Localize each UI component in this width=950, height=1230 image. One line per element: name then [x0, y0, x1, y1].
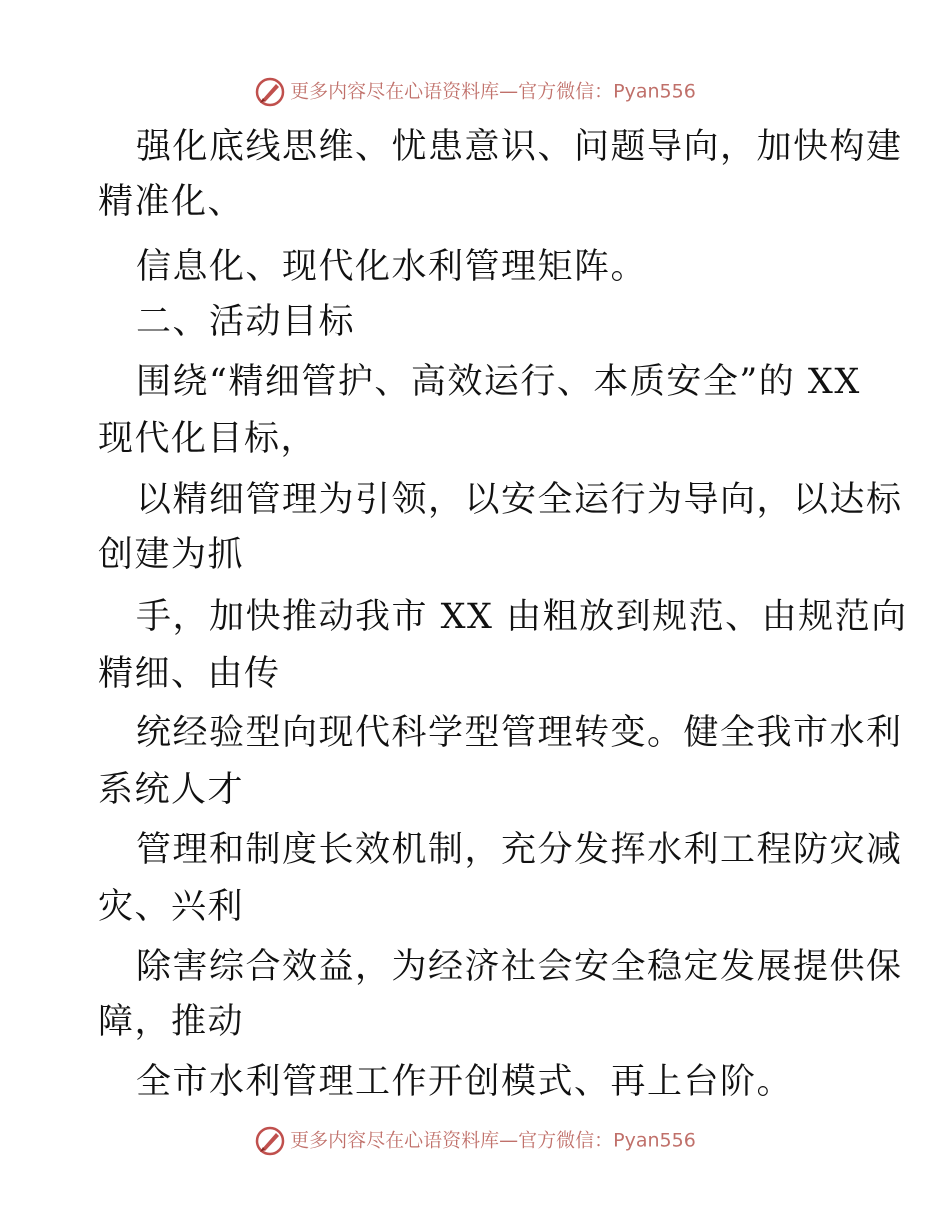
watermark-text: 更多内容尽在心语资料库—官方微信：Pyan556 — [290, 1129, 696, 1152]
text-line: 障，推动 — [98, 1002, 245, 1042]
text-line: 精细、由传 — [98, 654, 281, 694]
text-line: 管理和制度长效机制，充分发挥水利工程防灾减 — [136, 830, 903, 870]
watermark-footer — [0, 1120, 950, 1160]
text-line: 现代化目标， — [98, 419, 318, 459]
text-line: 以精细管理为引领，以安全运行为导向，以达标 — [136, 480, 903, 520]
text-line: 精准化、 — [98, 182, 245, 222]
watermark-header — [0, 71, 950, 111]
text-line: 全市水利管理工作开创模式、再上台阶。 — [136, 1062, 794, 1102]
quill-pen-logo-icon — [254, 76, 286, 108]
text-line: 灾、兴利 — [98, 887, 245, 927]
text-line: 强化底线思维、忧患意识、问题导向，加快构建 — [136, 127, 903, 167]
text-line: 除害综合效益，为经济社会安全稳定发展提供保 — [136, 947, 903, 987]
text-line: 信息化、现代化水利管理矩阵。 — [136, 247, 648, 287]
section-heading: 二、活动目标 — [136, 302, 356, 342]
text-line: 创建为抓 — [98, 535, 245, 575]
text-line: 手，加快推动我市 XX 由粗放到规范、由规范向 — [136, 597, 908, 637]
watermark-text: 更多内容尽在心语资料库—官方微信：Pyan556 — [290, 80, 696, 103]
text-line: 围绕“精细管护、高效运行、本质安全”的 XX — [136, 362, 861, 402]
quill-pen-logo-icon — [254, 1125, 286, 1157]
text-line: 系统人才 — [98, 770, 245, 810]
text-line: 统经验型向现代科学型管理转变。健全我市水利 — [136, 713, 903, 753]
